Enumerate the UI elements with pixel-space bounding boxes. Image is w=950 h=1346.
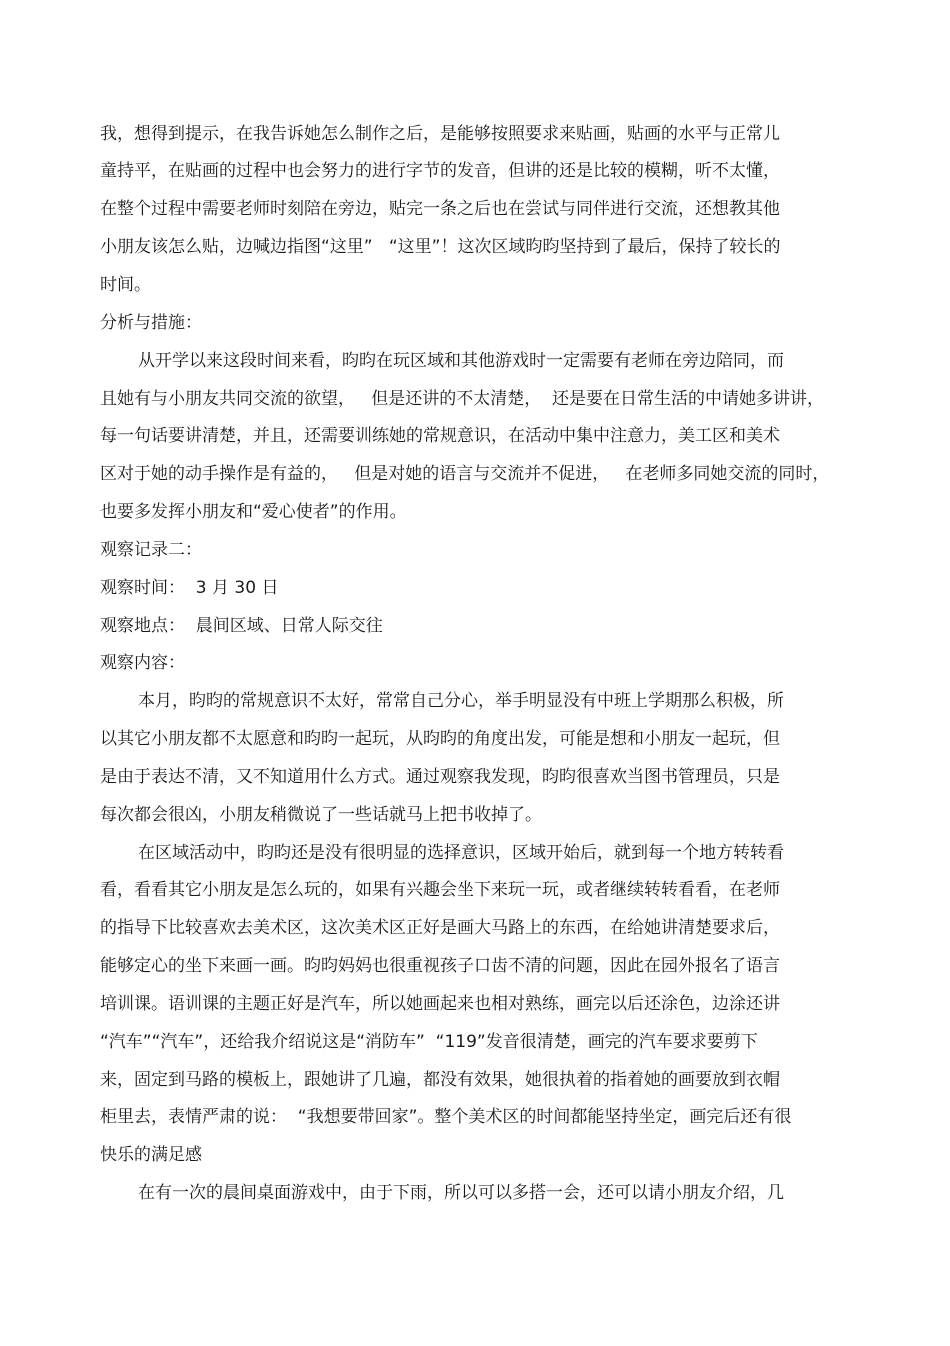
text-line: 且她有与小朋友共同交流的欲望， 但是还讲的不太清楚， 还是要在日常生活的中请她多讲讲， (100, 389, 825, 409)
text-line: 在整个过程中需要老师时刻陪在旁边，贴完一条之后也在尝试与同伴进行交流，还想教其他 (100, 199, 780, 219)
text-line: 时间。 (100, 275, 151, 295)
text-line: 每次都会很凶，小朋友稍微说了一些话就马上把书收掉了。 (100, 805, 542, 825)
text-line: 的指导下比较喜欢去美术区，这次美术区正好是画大马路上的东西，在给她讲清楚要求后， (100, 918, 780, 938)
observation-time: 观察时间： 3 月 30 日 (100, 578, 279, 598)
text-line: 是由于表达不清，又不知道用什么方式。通过观察我发现，昀昀很喜欢当图书管理员，只是 (100, 767, 780, 787)
paragraph-first-line: 在区域活动中，昀昀还是没有很明显的选择意识，区域开始后，就到每一个地方转转看 (138, 843, 784, 863)
paragraph-first-line: 本月，昀昀的常规意识不太好，常常自己分心，举手明显没有中班上学期那么积极，所 (138, 691, 784, 711)
observation-content-heading: 观察内容： (100, 653, 185, 673)
text-line: 看，看看其它小朋友是怎么玩的，如果有兴趣会坐下来玩一玩，或者继续转转看看，在老师 (100, 880, 780, 900)
text-line: 以其它小朋友都不太愿意和昀昀一起玩，从昀昀的角度出发，可能是想和小朋友一起玩，但 (100, 729, 780, 749)
text-line: 快乐的满足感 (100, 1145, 202, 1165)
text-line: 我，想得到提示，在我告诉她怎么制作之后，是能够按照要求来贴画，贴画的水平与正常儿 (100, 124, 780, 144)
paragraph-first-line: 在有一次的晨间桌面游戏中，由于下雨，所以可以多搭一会，还可以请小朋友介绍，几 (138, 1183, 784, 1203)
section-heading: 分析与措施： (100, 313, 202, 333)
text-line: 能够定心的坐下来画一画。昀昀妈妈也很重视孩子口齿不清的问题，因此在园外报名了语言 (100, 956, 780, 976)
text-line: 也要多发挥小朋友和“爱心使者”的作用。 (100, 502, 407, 522)
section-heading: 观察记录二： (100, 540, 202, 560)
text-line: “汽车”“汽车”，还给我介绍说这是“消防车” “119”发音很清楚，画完的汽车要求要剪下 (100, 1032, 758, 1052)
observation-place: 观察地点： 晨间区域、日常人际交往 (100, 616, 383, 636)
text-line: 柜里去，表情严肃的说： “我想要带回家”。整个美术区的时间都能坚持坐定，画完后还有很 (100, 1107, 792, 1127)
paragraph-first-line: 从开学以来这段时间来看，昀昀在玩区域和其他游戏时一定需要有老师在旁边陪同，而 (138, 351, 784, 371)
text-line: 区对于她的动手操作是有益的， 但是对她的语言与交流并不促进， 在老师多同她交流的同时， (100, 464, 830, 484)
text-line: 来，固定到马路的模板上，跟她讲了几遍，都没有效果，她很执着的指着她的画要放到衣帽 (100, 1070, 780, 1090)
text-line: 培训课。语训课的主题正好是汽车，所以她画起来也相对熟练，画完以后还涂色，边涂还讲 (100, 994, 780, 1014)
text-line: 小朋友该怎么贴，边喊边指图“这里” “这里”！这次区域昀昀坚持到了最后，保持了较长的 (100, 237, 781, 257)
text-line: 每一句话要讲清楚，并且，还需要训练她的常规意识，在活动中集中注意力，美工区和美术 (100, 426, 780, 446)
text-line: 童持平，在贴画的过程中也会努力的进行字节的发音，但讲的还是比较的模糊，听不太懂， (100, 161, 780, 181)
